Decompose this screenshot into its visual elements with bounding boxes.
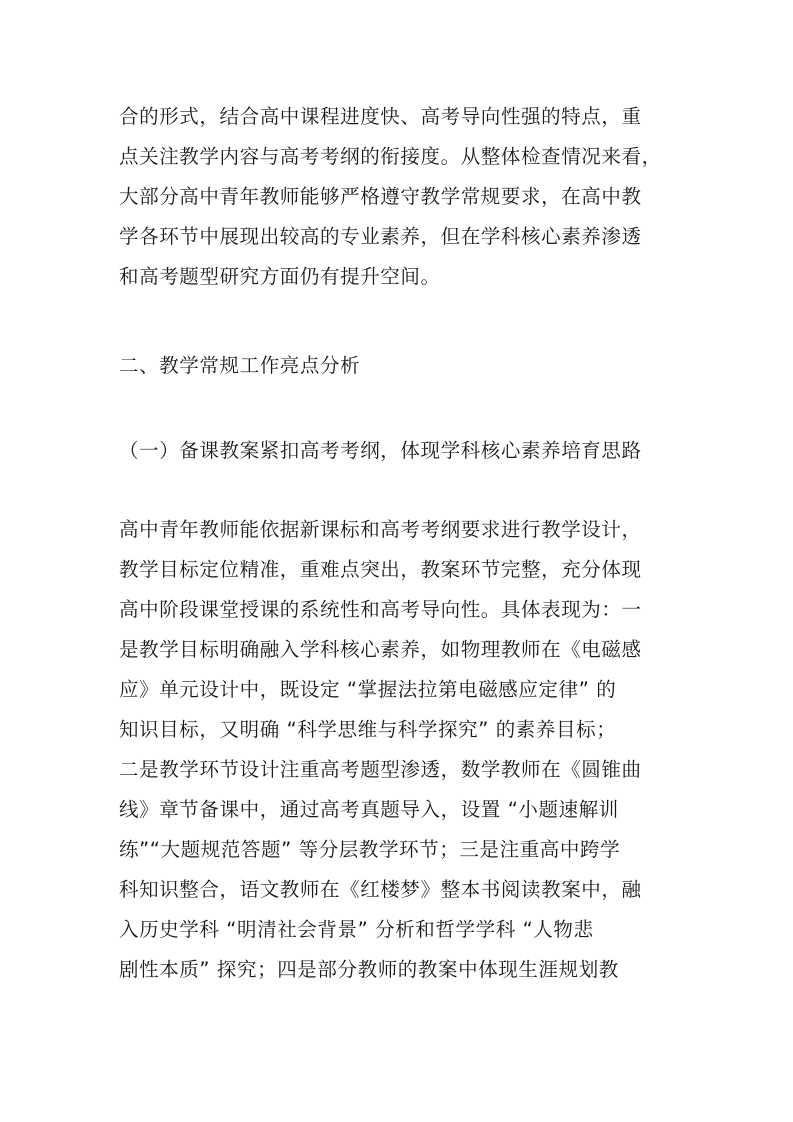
paragraph-2-line: 科知识整合，语文教师在《红楼梦》整本书阅读教案中，融 xyxy=(119,878,642,901)
paragraph-2-line: 线》章节备课中，通过高考真题导入，设置 “小题速解训 xyxy=(119,798,619,821)
paragraph-2-line: 练”“大题规范答题” 等分层教学环节；三是注重高中跨学 xyxy=(119,838,621,861)
paragraph-2-line: 入历史学科 “明清社会背景” 分析和哲学学科 “人物悲 xyxy=(119,918,594,941)
section-heading: 二、教学常规工作亮点分析 xyxy=(119,354,361,377)
paragraph-2-line: 剧性本质” 探究；四是部分教师的教案中体现生涯规划教 xyxy=(119,958,619,981)
paragraph-2-line: 高中青年教师能依据新课标和高考考纲要求进行教学设计， xyxy=(119,518,642,541)
paragraph-1-line: 点关注教学内容与高考考纲的衔接度。从整体检查情况来看， xyxy=(119,145,662,168)
paragraph-2-line: 应》单元设计中，既设定 “掌握法拉第电磁感应定律” 的 xyxy=(119,678,617,701)
paragraph-2-line: 高中阶段课堂授课的系统性和高考导向性。具体表现为：一 xyxy=(119,598,642,621)
paragraph-2-line: 是教学目标明确融入学科核心素养，如物理教师在《电磁感 xyxy=(119,638,642,661)
paragraph-1-line: 大部分高中青年教师能够严格遵守教学常规要求，在高中教 xyxy=(119,185,642,208)
subsection-heading: （一）备课教案紧扣高考考纲，体现学科核心素养培育思路 xyxy=(119,439,642,462)
paragraph-2-line: 二是教学环节设计注重高考题型渗透，数学教师在《圆锥曲 xyxy=(119,758,642,781)
paragraph-1-line: 合的形式，结合高中课程进度快、高考导向性强的特点，重 xyxy=(119,105,642,128)
paragraph-2-line: 知识目标，又明确 “科学思维与科学探究” 的素养目标； xyxy=(119,718,617,741)
paragraph-1-line: 和高考题型研究方面仍有提升空间。 xyxy=(119,265,441,288)
paragraph-1-line: 学各环节中展现出较高的专业素养，但在学科核心素养渗透 xyxy=(119,225,642,248)
paragraph-2-line: 教学目标定位精准，重难点突出，教案环节完整，充分体现 xyxy=(119,558,642,581)
